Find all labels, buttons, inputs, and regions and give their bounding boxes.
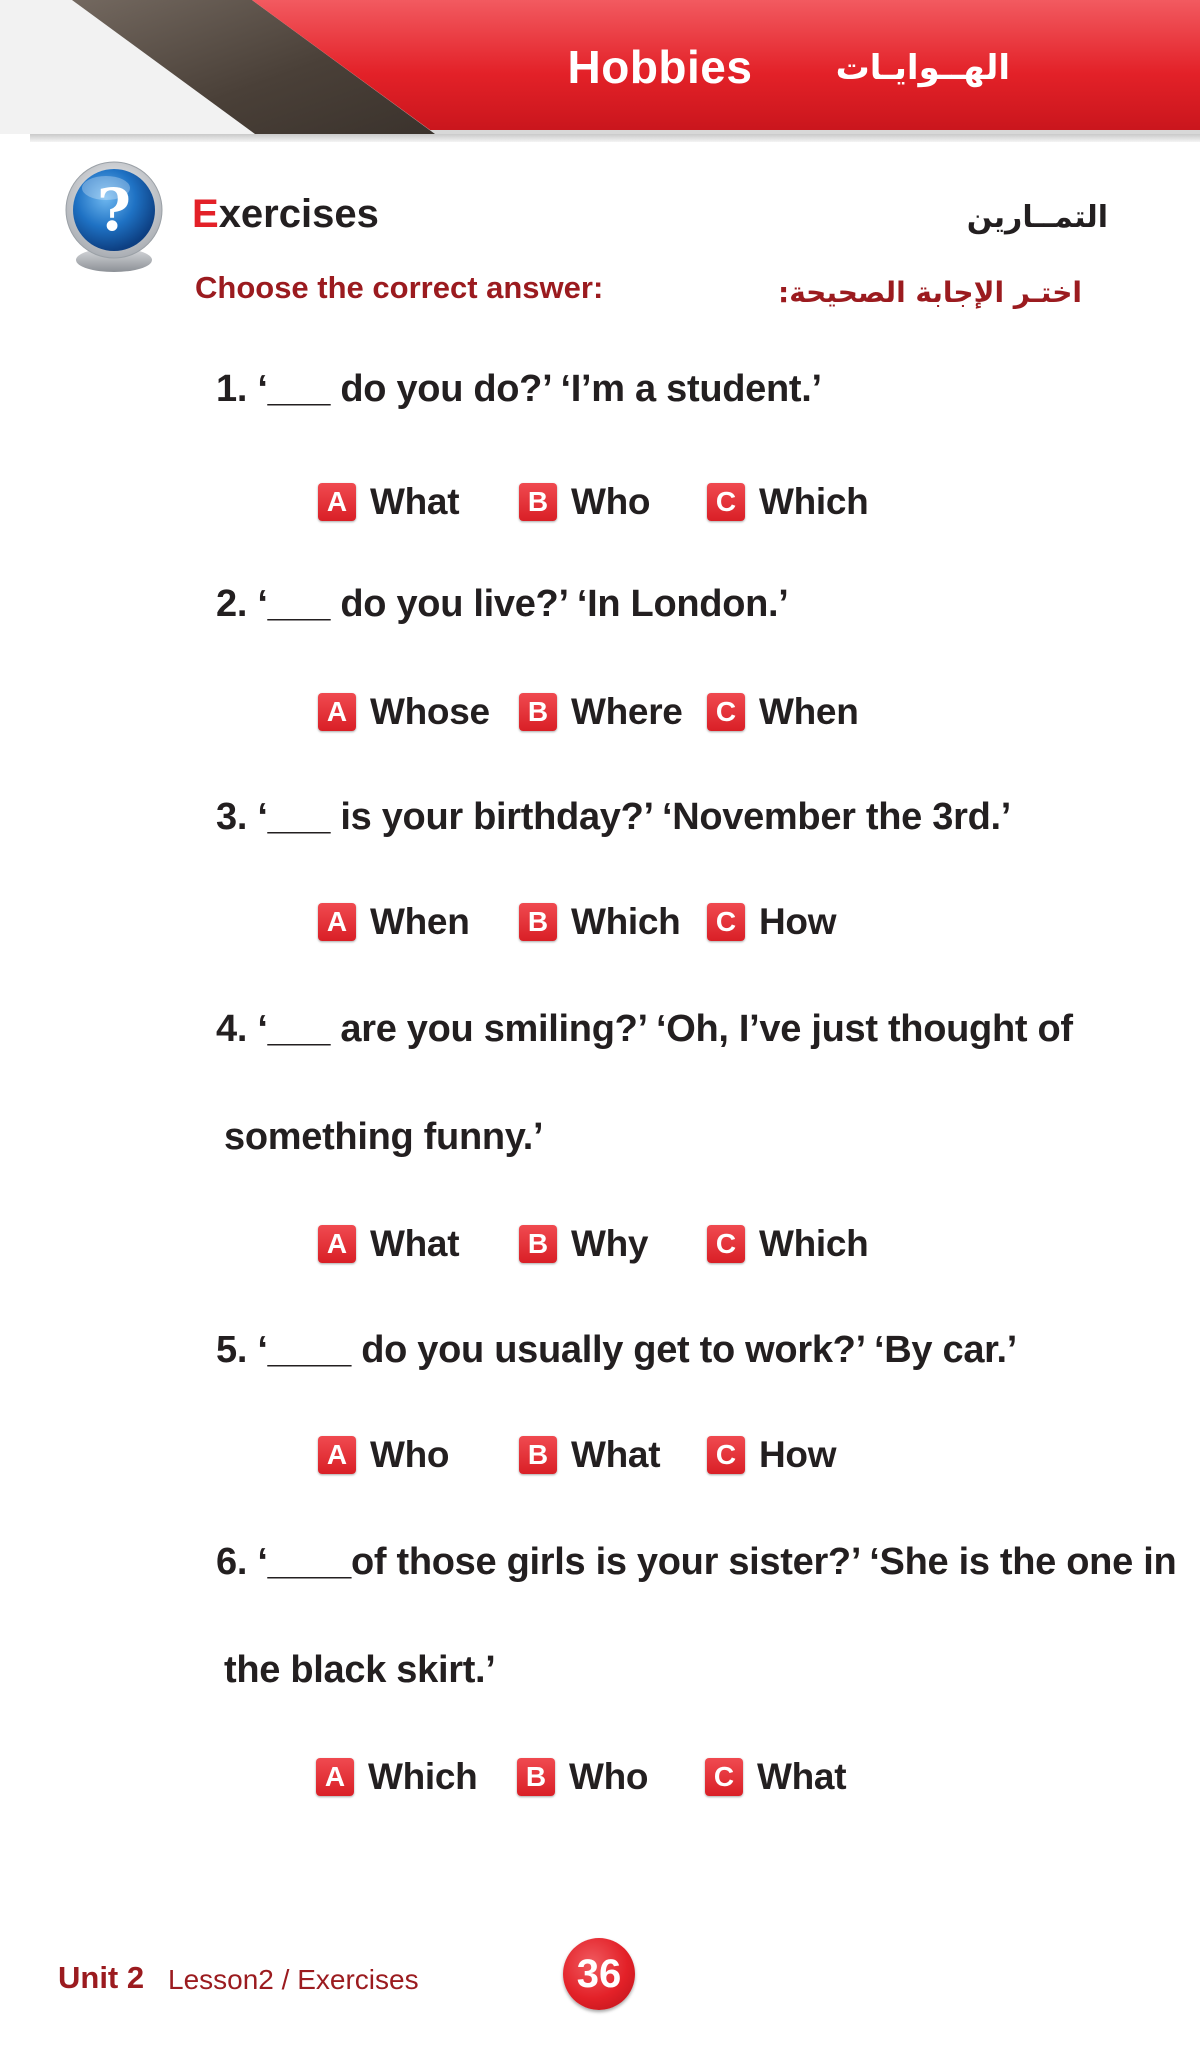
question-4-text: 4. ‘___ are you smiling?’ ‘Oh, I’ve just thought of — [216, 1008, 1073, 1050]
option-text: What — [571, 1434, 661, 1475]
option-text: Whose — [370, 691, 490, 732]
option-badge: B — [517, 1758, 555, 1796]
option-badge: B — [519, 483, 557, 521]
question-1-option-b[interactable] — [519, 480, 650, 524]
question-3-option-b[interactable] — [519, 900, 680, 944]
question-5-option-a[interactable] — [318, 1433, 449, 1477]
question-mark-icon — [64, 158, 164, 276]
option-badge: C — [707, 1436, 745, 1474]
question-4-option-b[interactable] — [519, 1222, 648, 1266]
option-badge: B — [519, 693, 557, 731]
question-3-text: 3. ‘___ is your birthday?’ ‘November the 3rd.’ — [216, 796, 1012, 838]
option-text: Who — [571, 481, 651, 522]
exercises-heading-initial: E — [192, 192, 219, 236]
question-2-option-a[interactable] — [318, 690, 490, 734]
question-4-option-c[interactable] — [707, 1222, 868, 1266]
option-text: How — [759, 901, 837, 942]
question-6-option-c[interactable] — [705, 1755, 846, 1799]
header-shadow-line — [30, 134, 1200, 142]
question-4-text-continued: something funny.’ — [224, 1116, 544, 1158]
option-text: Who — [569, 1756, 649, 1797]
option-badge: B — [519, 1225, 557, 1263]
page-number-badge: 36 — [563, 1938, 635, 2010]
option-text: What — [370, 1223, 460, 1264]
question-2-option-b[interactable] — [519, 690, 683, 734]
option-badge: B — [519, 903, 557, 941]
option-badge: C — [707, 903, 745, 941]
option-badge: A — [316, 1758, 354, 1796]
page-title: Hobbies — [567, 41, 753, 93]
question-1-text: 1. ‘___ do you do?’ ‘I’m a student.’ — [216, 368, 822, 410]
question-2-text: 2. ‘___ do you live?’ ‘In London.’ — [216, 583, 789, 625]
option-text: Who — [370, 1434, 450, 1475]
option-text: How — [759, 1434, 837, 1475]
instruction-text-arabic: اختـر الإجابة الصحيحة: — [778, 276, 1082, 309]
question-6-option-b[interactable] — [517, 1755, 648, 1799]
question-6-option-a[interactable] — [316, 1755, 477, 1799]
option-text: What — [370, 481, 460, 522]
option-badge: C — [707, 483, 745, 521]
question-6-text-continued: the black skirt.’ — [224, 1649, 496, 1691]
option-text: Why — [571, 1223, 649, 1264]
option-text: Which — [759, 481, 869, 522]
question-4-option-a[interactable] — [318, 1222, 459, 1266]
option-text: Which — [368, 1756, 478, 1797]
option-text: Which — [759, 1223, 869, 1264]
exercises-heading — [192, 192, 379, 237]
option-text: Where — [571, 691, 683, 732]
question-5-text: 5. ‘____ do you usually get to work?’ ‘By car.’ — [216, 1329, 1018, 1371]
option-badge: A — [318, 483, 356, 521]
footer-lesson: Lesson2 / Exercises — [168, 1964, 419, 1995]
question-5-option-b[interactable] — [519, 1433, 660, 1477]
option-text: When — [370, 901, 470, 942]
exercises-heading-arabic: التمــارين — [966, 200, 1108, 235]
option-badge: A — [318, 1436, 356, 1474]
question-6-text: 6. ‘____of those girls is your sister?’ ‘She is the one in — [216, 1541, 1177, 1583]
question-2-option-c[interactable] — [707, 690, 859, 734]
exercises-heading-rest: xercises — [218, 192, 379, 236]
option-text: Which — [571, 901, 681, 942]
question-3-option-a[interactable] — [318, 900, 470, 944]
option-text: What — [757, 1756, 847, 1797]
option-text: When — [759, 691, 859, 732]
option-badge: A — [318, 693, 356, 731]
option-badge: C — [707, 693, 745, 731]
question-1-option-a[interactable] — [318, 480, 459, 524]
page-title-arabic: الهــوايـات — [835, 48, 1010, 88]
option-badge: A — [318, 1225, 356, 1263]
question-1-option-c[interactable] — [707, 480, 868, 524]
instruction-text: Choose the correct answer: — [195, 270, 604, 305]
option-badge: A — [318, 903, 356, 941]
footer-unit: Unit 2 — [58, 1960, 145, 1995]
option-badge: C — [705, 1758, 743, 1796]
option-badge: C — [707, 1225, 745, 1263]
svg-text:?: ? — [97, 176, 131, 244]
question-5-option-c[interactable] — [707, 1433, 836, 1477]
option-badge: B — [519, 1436, 557, 1474]
question-3-option-c[interactable] — [707, 900, 836, 944]
